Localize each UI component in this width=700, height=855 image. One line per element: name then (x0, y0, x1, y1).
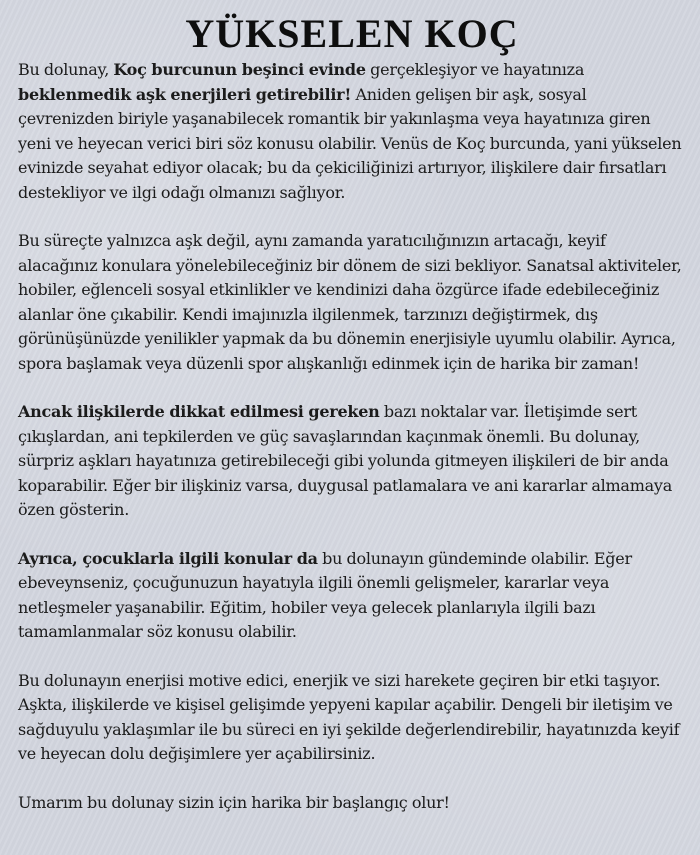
text-segment: bu dolunayın gündeminde olabilir. Eğer ebeveynseniz, çocuğunuzun hayatıyla ilgili önemli gelişmeler, kararlar veya netleşmeler yaşanabilir. Eğitim, hobiler veya gelecek planlarıyla ilgili bazı tamamlanmalar söz konusu olabilir. (18, 548, 632, 641)
paragraph (18, 229, 686, 376)
paragraph (18, 791, 686, 816)
bold-text: Ayrıca, çocuklarla ilgili konular da (18, 548, 318, 568)
text-segment: Bu süreçte yalnızca aşk değil, aynı zamanda yaratıcılığınızın artacağı, keyif alacağınız konulara yönelebileceğiniz bir dönem de sizi bekliyor. Sanatsal aktiviteler, hobiler, eğlenceli sosyal etkinlikler ve kendinizi daha özgürce ifade edebileceğiniz alanlar öne çıkabilir. Kendi imajınızla ilgilenmek, tarzınızı değiştirmek, dış görünüşünüzde yenilikler yapmak da bu dönemin enerjisiyle uyumlu olabilir. Ayrıca, spora başlamak veya düzenli spor alışkanlığı edinmek için de harika bir zaman! (18, 231, 682, 373)
text-segment: Bu dolunayın enerjisi motive edici, enerjik ve sizi harekete geçiren bir etki taşıyor. Aşkta, ilişkilerde ve kişisel gelişimde yepyeni kapılar açabilir. Dengeli bir iletişim ve sağduyulu yaklaşımlar ile bu süreci en iyi şekilde değerlendirebilir, hayatınızda keyif ve heyecan dolu değişimlere yer açabilirsiniz. (18, 670, 680, 763)
paragraph (18, 547, 686, 645)
document-body (18, 58, 686, 815)
paragraph (18, 58, 686, 205)
text-segment: Aniden gelişen bir aşk, sosyal çevrenizden biriyle yaşanabilecek romantik bir yakınlaşma veya hayatınıza giren yeni ve heyecan verici biri söz konusu olabilir. Venüs de Koç burcunda, yani yükselen evinizde seyahat ediyor olacak; bu da çekiciliğinizi artırıyor, ilişkilere dair fırsatları destekliyor ve ilgi odağı olmanızı sağlıyor. (18, 84, 682, 202)
document-title: YÜKSELEN KOÇ (185, 11, 519, 56)
text-segment: Bu dolunay, (18, 60, 114, 79)
bold-text: beklenmedik aşk enerjileri getirebilir! (18, 84, 352, 104)
bold-text: Ancak ilişkilerde dikkat edilmesi gereken (18, 402, 380, 421)
paragraph (18, 669, 686, 767)
text-segment: bazı noktalar var. İletişimde sert çıkışlardan, ani tepkilerden ve güç savaşlarından kaçınmak önemli. Bu dolunay, sürpriz aşkları hayatınıza getirebileceği gibi yolunda gitmeyen ilişkileri de bir anda koparabilir. Eğer bir ilişkiniz varsa, duygusal patlamalara ve ani kararlar almamaya özen gösterin. (18, 402, 672, 519)
text-segment: Umarım bu dolunay sizin için harika bir başlangıç olur! (18, 792, 450, 812)
paragraph (18, 400, 686, 523)
bold-text: Koç burcunun beşinci evinde (113, 60, 366, 79)
text-segment: gerçekleşiyor ve hayatınıza (365, 60, 585, 79)
